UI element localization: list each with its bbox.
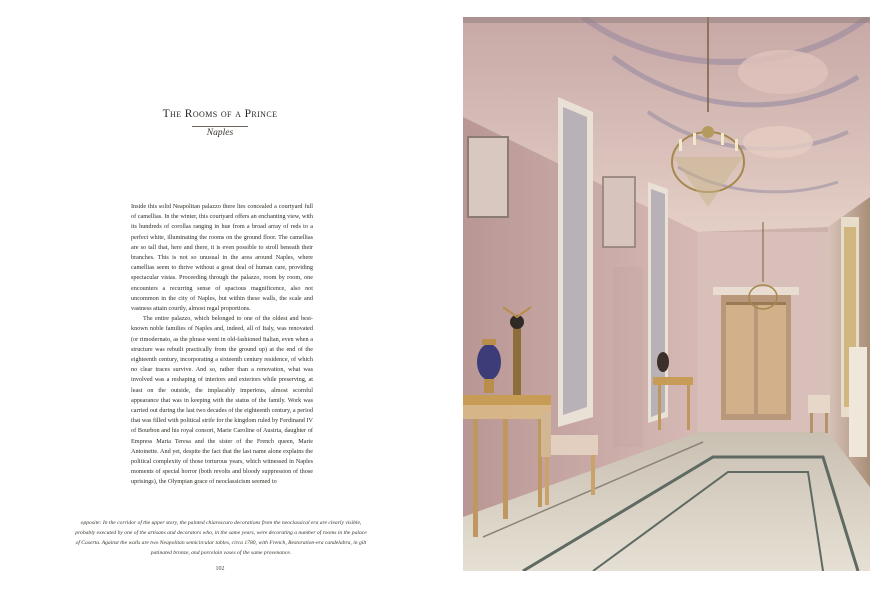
title-rule: [192, 126, 248, 127]
paragraph-1: Inside this solid Neapolitan palazzo there lies concealed a courtyard full of camellias. In the winter, this courtyard offers an enchanting view, with its hundreds of corollas ranging in hue from a broad array of reds to a perfect white, illuminating the rooms on the ground floor. The camellias are so tall that, here and there, it is even possible to stroll beneath their branches. This is not so unusual in the area around Naples, where camellias seem to thrive without a great deal of human care, providing spectacular vistas. Proceeding through the palazzo, room by room, one encounters a recurring sense of spacious magnificence, also not uncommon in the city of Naples, but within these walls, the scale and vastness attain courtly, almost regal proportions.: [131, 203, 313, 313]
corridor-photo: [463, 17, 870, 571]
page-number: 102: [215, 566, 225, 572]
chapter-title: The Rooms of a Prince: [162, 108, 278, 120]
paragraph-2: The entire palazzo, which belonged to one of the oldest and best-known noble families of Naples and, indeed, all of Italy, was renovated (or rimodernato, as the phrase went in old-fashioned Italian, even when a structure was rebuilt practically from the ground up) at the end of the eighteenth century, incorporating a sixteenth century residence, of which no clear traces survive. And so, rather than a renovation, what was involved was a reshaping of interiors and exteriors while preserving, at least on the outside, the implacably imperious, almost scornful appearance that was in keeping with the status of the family. Work was carried out during the last two decades of the eighteenth century, a period that was filled with political strife for the kingdom ruled by Ferdinand IV of Bourbon and his royal consort, Marie Caroline of Austria, daughter of Empress Maria Teresa and the sister of the French queen, Marie Antoinette. And yet, despite the fact that the last name alone explains the political complexity of those torturous years, which witnessed in Naples moments of special horror (both revolts and bloody suppression of those uprisings), the Olympian grace of neoclassicism seemed to: [131, 315, 313, 486]
body-text: [131, 202, 313, 488]
chapter-subtitle: Naples: [206, 128, 234, 138]
photo-caption: opposite: In the corridor of the upper story, the painted chiaroscuro decorations from the neoclassical era are clearly visible, probably executed by one of the artisans and decorators who, in the same years, were decorating a number of rooms in the palace of Caserta. Against the walls are two Neapolitan semicircular tables, circa 1780, with French, Restoration-era candelabra, in gilt patinated bronze, and porcelain vases of the same provenance.: [75, 520, 367, 556]
